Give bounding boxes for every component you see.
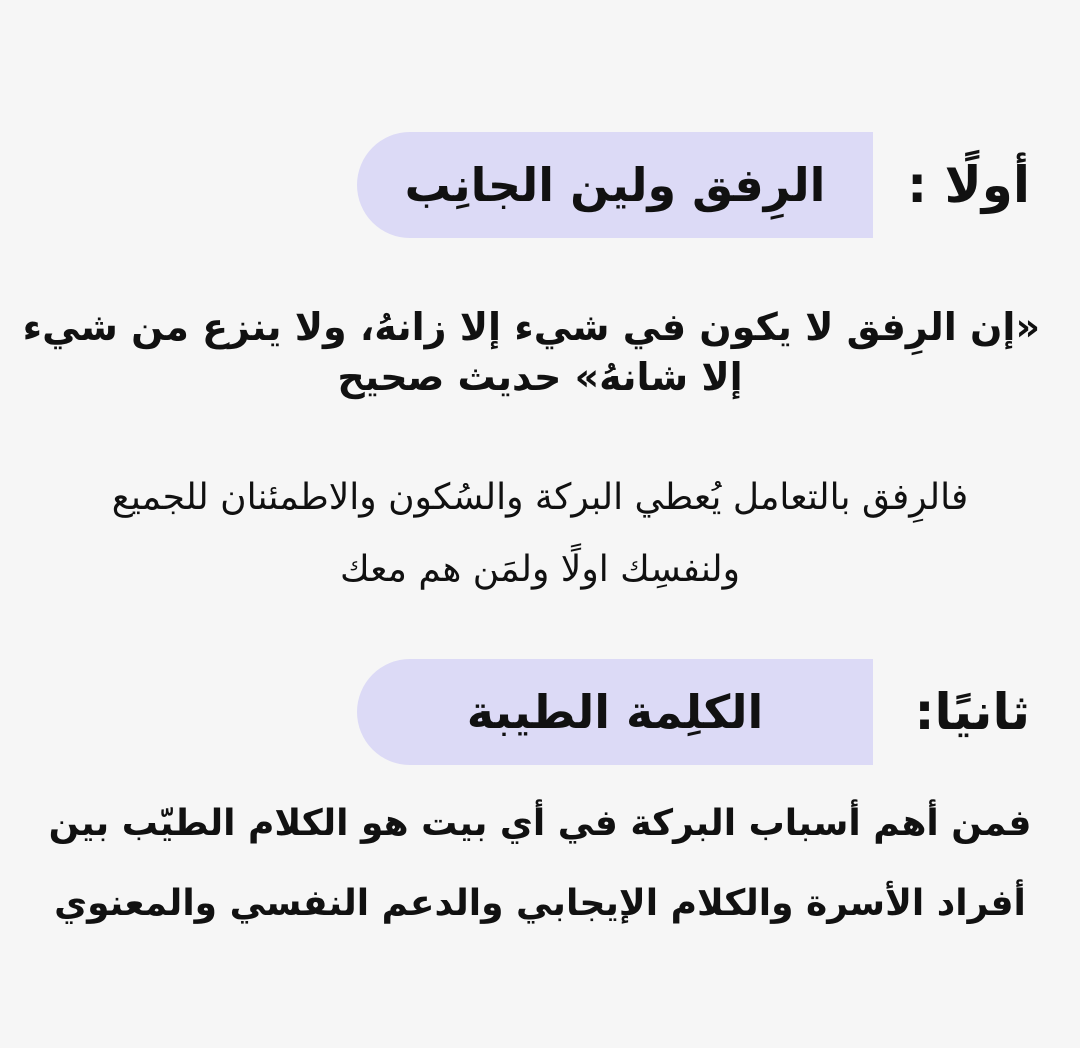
section-two-text xyxy=(40,784,1040,944)
section-two-line-1: فمن أهم أسباب البركة في أي بيت هو الكلام الطيّب بين xyxy=(48,803,1032,844)
hadith-line-1: «إن الرِفق لا يكون في شيء إلا زانهُ، ولا ينزع من شيء xyxy=(22,305,1040,349)
section-one-number: أولًا : xyxy=(907,156,1030,214)
section-two-line-2: أفراد الأسرة والكلام الإيجابي والدعم النفسي والمعنوي xyxy=(54,883,1026,924)
explanation-line-1: فالرِفق بالتعامل يُعطي البركة والسُكون والاطمئنان للجميع xyxy=(111,477,969,518)
section-one-title: الرِفق ولين الجانِب xyxy=(404,158,826,212)
hadith-line-2: إلا شانهُ» حديث صحيح xyxy=(337,355,743,399)
section-one-title-pill xyxy=(357,132,873,238)
section-two-number: ثانيًا: xyxy=(914,683,1030,741)
section-one-hadith xyxy=(22,302,1040,402)
explanation-line-2: ولنفسِك اولًا ولمَن هم معك xyxy=(339,549,741,590)
section-two-title: الكلِمة الطيبة xyxy=(466,685,764,739)
section-one-explanation xyxy=(40,462,1040,606)
section-one-heading xyxy=(0,132,1080,238)
section-two-heading xyxy=(0,659,1080,765)
section-two-title-pill xyxy=(357,659,873,765)
